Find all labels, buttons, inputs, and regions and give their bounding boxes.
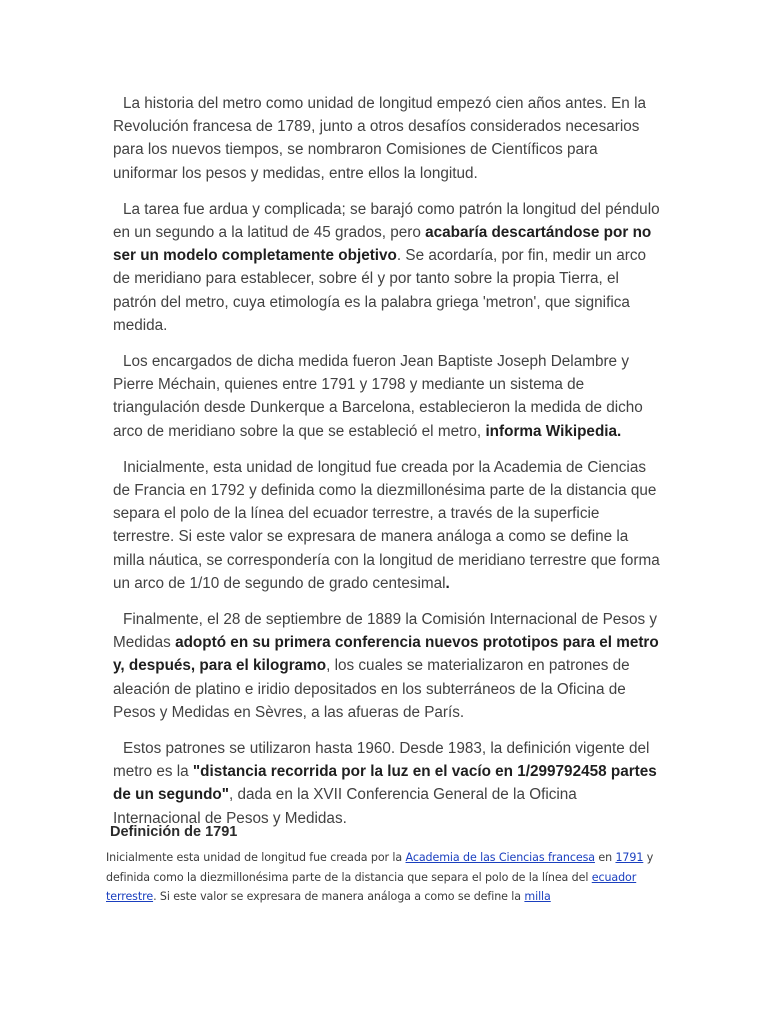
- paragraph-6: [113, 737, 661, 830]
- paragraph-5-text: Finalmente, el 28 de septiembre de 1889 la Comisión Internacional de Pesos y Medidas: [113, 611, 658, 652]
- paragraph-2-bold: acabaría descartándose por no ser un modelo completamente objetivo: [113, 224, 652, 265]
- paragraph-4-text: Inicialmente, esta unidad de longitud fue creada por la Academia de Ciencias de Francia en 1792 y definida como la diezmillonésima parte de la distancia que separa el polo de la línea del ecuador terrestre, a través de la superficie terrestre. Si este valor se expresara de manera análoga a como se define la milla náutica, se correspondería con la longitud de meridiano terrestre que forma un arco de 1/10 de segundo de grado centesimal: [113, 458, 660, 592]
- paragraph-2: [113, 198, 661, 337]
- section-heading: Definición de 1791: [110, 824, 238, 840]
- paragraph-3: [113, 350, 661, 443]
- link-ecuador-terrestre[interactable]: ecuador terrestre: [106, 870, 637, 903]
- paragraph-2-text: La tarea fue ardua y complicada; se barajó como patrón la longitud del péndulo en un segundo a la latitud de 45 grados, pero: [113, 200, 660, 242]
- definition-section: [106, 824, 666, 907]
- paragraph-6-text: Estos patrones se utilizaron hasta 1960. Desde 1983, la definición vigente del metro es la: [113, 740, 650, 781]
- section-text-4: . Si este valor se expresara de manera análoga a como se define la: [153, 890, 525, 903]
- paragraph-3-text: Los encargados de dicha medida fueron Jean Baptiste Joseph Delambre y Pierre Méchain, quienes entre 1791 y 1798 y mediante un sistema de triangulación desde Dunkerque a Barcelona, establecieron la medida de dicho arco de meridiano sobre la que se estableció el metro,: [113, 353, 643, 440]
- paragraph-3-bold: informa Wikipedia.: [485, 422, 622, 440]
- section-text-2: en: [594, 851, 616, 864]
- link-milla[interactable]: milla: [524, 890, 551, 903]
- paragraph-4-bold: .: [445, 574, 450, 592]
- paragraph-1: [113, 92, 661, 185]
- paragraph-5: [113, 608, 661, 724]
- section-text-1: Inicialmente esta unidad de longitud fue creada por la: [106, 851, 406, 864]
- paragraph-6-text-end: , dada en la XVII Conferencia General de la Oficina Internacional de Pesos y Medidas.: [113, 786, 577, 827]
- paragraph-5-bold: adoptó en su primera conferencia nuevos prototipos para el metro y, después, para el kilogramo: [113, 634, 659, 675]
- link-1791[interactable]: 1791: [615, 851, 644, 864]
- paragraph-6-bold: "distancia recorrida por la luz en el vacío en 1/299792458 partes de un segundo": [113, 763, 657, 804]
- paragraph-2-text-end: . Se acordaría, por fin, medir un arco de meridiano para establecer, sobre él y por tanto sobre la propia Tierra, el patrón del metro, cuya etimología es la palabra griega 'metron', que significa medida.: [113, 247, 647, 334]
- section-body: [106, 848, 666, 907]
- section-text-3: y definida como la diezmillonésima parte de la distancia que separa el polo de la línea del: [106, 851, 654, 884]
- paragraph-4: [113, 456, 661, 595]
- article-body: [113, 92, 661, 827]
- paragraph-1-text: La historia del metro como unidad de longitud empezó cien años antes. En la Revolución francesa de 1789, junto a otros desafíos considerados necesarios para los nuevos tiempos, se nombraron Comisiones de Científicos para uniformar los pesos y medidas, entre ellos la longitud.: [113, 95, 646, 182]
- paragraph-5-text-end: , los cuales se materializaron en patrones de aleación de platino e iridio depositados en los subterráneos de la Oficina de Pesos y Medidas en Sèvres, a las afueras de París.: [113, 657, 630, 721]
- link-academia[interactable]: Academia de las Ciencias francesa: [405, 851, 595, 864]
